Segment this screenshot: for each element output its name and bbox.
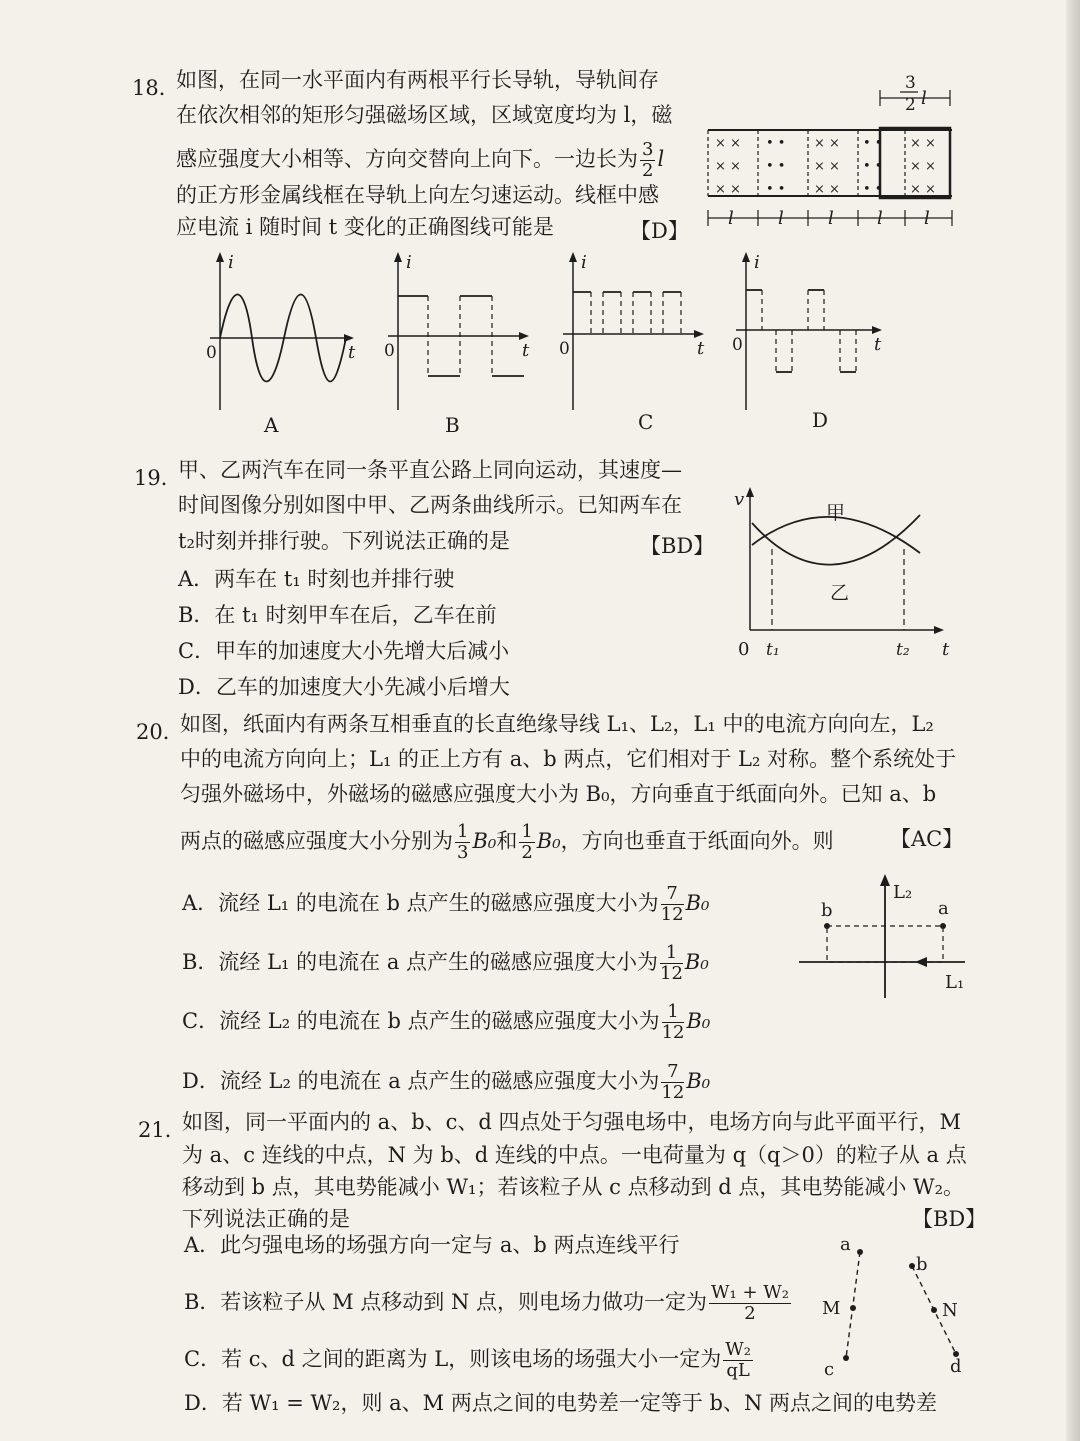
- dim-l-1: l: [728, 208, 734, 229]
- q18-answer: 【D】: [630, 219, 689, 243]
- q20-line-4: 两点的磁感应强度大小分别为 $\frac{1}{3}$ B₀和 $\frac{1}{2}$ B₀，方向也垂直于纸面向外。则: [180, 821, 834, 863]
- label-a: a: [938, 898, 949, 919]
- graph-b: [380, 250, 540, 430]
- label-l1: L₁: [945, 972, 965, 993]
- q19-option-c: C．甲车的加速度大小先增大后减小: [178, 639, 510, 663]
- dim-l-3: l: [828, 208, 834, 229]
- q20-line-3: 匀强外磁场中，外磁场的磁感应强度大小为 B₀，方向垂直于纸面向外。已知 a、b: [180, 782, 937, 806]
- dim-l-5: l: [924, 208, 930, 229]
- fig-top-num: 3: [905, 73, 916, 93]
- svg-text:• •: • •: [863, 182, 883, 197]
- svg-text:× ×: × ×: [910, 182, 936, 197]
- fig-top-den: 2: [905, 95, 916, 115]
- q21-option-a: A．此匀强电场的场强方向一定与 a、b 两点连线平行: [184, 1233, 680, 1257]
- graph-d-i: i: [754, 252, 760, 273]
- vt-v-label: v: [734, 489, 745, 510]
- graph-c-origin: 0: [559, 339, 570, 359]
- graph-b-t: t: [522, 340, 530, 361]
- q18-fraction: $\frac{3}{2}$: [642, 139, 654, 181]
- graph-a-label: A: [264, 413, 279, 437]
- svg-text:• •: • •: [766, 159, 786, 174]
- q20-option-b: B．流经 L₁ 的电流在 a 点产生的磁感应强度大小为 $\frac{1}{12}$ B₀: [182, 942, 709, 984]
- graph-b-i: i: [406, 252, 412, 273]
- q21-line-3: 移动到 b 点，其电势能减小 W₁；若该粒子从 c 点移动到 d 点，其电势能减小 W₂。: [182, 1175, 965, 1199]
- graph-d-t: t: [874, 334, 882, 355]
- vt-yi-label: 乙: [830, 582, 850, 604]
- q19-option-a: A．两车在 t₁ 时刻也并排行驶: [178, 567, 455, 591]
- svg-text:× ×: × ×: [910, 159, 936, 174]
- label-b: b: [916, 1254, 928, 1275]
- svg-text:× ×: × ×: [814, 182, 840, 197]
- vt-t2-label: t₂: [896, 640, 910, 660]
- svg-text:• •: • •: [863, 159, 883, 174]
- label-d: d: [950, 1356, 962, 1377]
- q20-line-1: 如图，纸面内有两条互相垂直的长直绝缘导线 L₁、L₂，L₁ 中的电流方向向左，L₂: [180, 712, 934, 736]
- q21-line-2: 为 a、c 连线的中点，N 为 b、d 连线的中点。一电荷量为 q（q＞0）的粒子从 a 点: [182, 1143, 967, 1167]
- q18-line-4: 的正方形金属线框在导轨上向左匀速运动。线框中感: [176, 183, 659, 207]
- svg-text:• •: • •: [863, 136, 883, 151]
- vt-t-label: t: [942, 639, 950, 660]
- label-c: c: [824, 1359, 835, 1380]
- vt-origin: 0: [738, 639, 750, 660]
- q20-answer: 【AC】: [890, 827, 964, 851]
- graph-a-i: i: [228, 252, 234, 273]
- graph-d: [728, 250, 888, 430]
- graph-c-label: C: [638, 410, 654, 434]
- graph-c: [555, 250, 715, 430]
- q19-number: 19．: [134, 466, 182, 490]
- point-a: [940, 923, 946, 929]
- label-m: M: [822, 1298, 841, 1319]
- q21-line-4: 下列说法正确的是: [182, 1207, 350, 1231]
- q19-option-b: B．在 t₁ 时刻甲车在后，乙车在前: [178, 603, 497, 627]
- q18-line-1: 如图，在同一水平面内有两根平行长导轨，导轨间存: [176, 68, 659, 92]
- q21-line-1: 如图，同一平面内的 a、b、c、d 四点处于匀强电场中，电场方向与此平面平行，M: [182, 1110, 962, 1134]
- fig-top-var: l: [921, 88, 927, 109]
- label-b: b: [821, 900, 833, 921]
- q21-option-c: C．若 c、d 之间的距离为 L，则该电场的场强大小一定为 $\frac{\text{W₂}}{qL}$: [184, 1339, 751, 1381]
- q19-line-1: 甲、乙两汽车在同一条平直公路上同向运动，其速度—: [178, 458, 682, 482]
- q18-line-3: 感应强度大小相等、方向交替向上向下。一边长为 $\frac{3}{2}$ l: [176, 139, 665, 181]
- q20-wire-figure: [795, 870, 985, 1000]
- label-l2: L₂: [893, 882, 913, 903]
- graph-b-origin: 0: [384, 341, 395, 361]
- q21-number: 21．: [138, 1118, 186, 1142]
- graph-c-t: t: [697, 338, 705, 359]
- q19-line-3: t₂时刻并排行驶。下列说法正确的是: [178, 529, 510, 553]
- vt-jia-label: 甲: [826, 502, 846, 524]
- graph-a-origin: 0: [206, 343, 217, 363]
- label-a: a: [840, 1234, 851, 1255]
- graph-a: [200, 250, 360, 430]
- graph-d-origin: 0: [732, 335, 743, 355]
- q21-points-figure: [810, 1230, 970, 1380]
- svg-text:× ×: × ×: [715, 159, 741, 174]
- q18-line-5: 应电流 i 随时间 t 变化的正确图线可能是: [176, 215, 554, 239]
- point-n: [931, 1307, 937, 1313]
- q19-line-2: 时间图像分别如图中甲、乙两条曲线所示。已知两车在: [178, 493, 682, 517]
- svg-text:× ×: × ×: [814, 159, 840, 174]
- q20-option-d: D．流经 L₂ 的电流在 a 点产生的磁感应强度大小为 $\frac{7}{12}$ B₀: [182, 1061, 711, 1103]
- vt-t1-label: t₁: [766, 640, 780, 660]
- point-b: [909, 1263, 915, 1269]
- dim-l-2: l: [778, 208, 784, 229]
- page-edge-shadow: [1066, 0, 1080, 1441]
- point-m: [850, 1305, 856, 1311]
- graph-c-i: i: [581, 252, 587, 273]
- label-n: N: [942, 1300, 958, 1321]
- q20-number: 20．: [136, 720, 184, 744]
- svg-text:× ×: × ×: [814, 136, 840, 151]
- q20-option-a: A．流经 L₁ 的电流在 b 点产生的磁感应强度大小为 $\frac{7}{12}$ B₀: [182, 883, 710, 925]
- dim-l-4: l: [877, 208, 883, 229]
- svg-text:• •: • •: [766, 136, 786, 151]
- q19-option-d: D．乙车的加速度大小先减小后增大: [178, 675, 510, 699]
- point-c: [843, 1355, 849, 1361]
- q21-option-d: D．若 W₁ = W₂，则 a、M 两点之间的电势差一定等于 b、N 两点之间的电势差: [184, 1391, 938, 1415]
- svg-text:• •: • •: [766, 182, 786, 197]
- q18-field-figure: [700, 70, 960, 250]
- q21-option-b: B．若该粒子从 M 点移动到 N 点，则电场力做功一定为 $\frac{\text{W₁ + W₂}}{2}$: [184, 1282, 789, 1324]
- svg-text:× ×: × ×: [910, 136, 936, 151]
- q18-line-2: 在依次相邻的矩形匀强磁场区域，区域宽度均为 l，磁: [176, 103, 673, 127]
- q19-vt-figure: [730, 485, 970, 665]
- point-a: [857, 1249, 863, 1255]
- q18-number: 18．: [132, 76, 180, 100]
- graph-a-t: t: [348, 342, 356, 363]
- q20-option-c: C．流经 L₂ 的电流在 b 点产生的磁感应强度大小为 $\frac{1}{12}$ B₀: [182, 1001, 711, 1043]
- svg-text:× ×: × ×: [715, 136, 741, 151]
- point-b: [824, 923, 830, 929]
- graph-d-label: D: [812, 408, 829, 432]
- graph-b-label: B: [445, 413, 460, 437]
- q20-line-2: 中的电流方向向上；L₁ 的正上方有 a、b 两点，它们相对于 L₂ 对称。整个系统处于: [180, 747, 957, 771]
- svg-text:× ×: × ×: [715, 182, 741, 197]
- q19-answer: 【BD】: [640, 534, 715, 558]
- q21-answer: 【BD】: [912, 1207, 987, 1231]
